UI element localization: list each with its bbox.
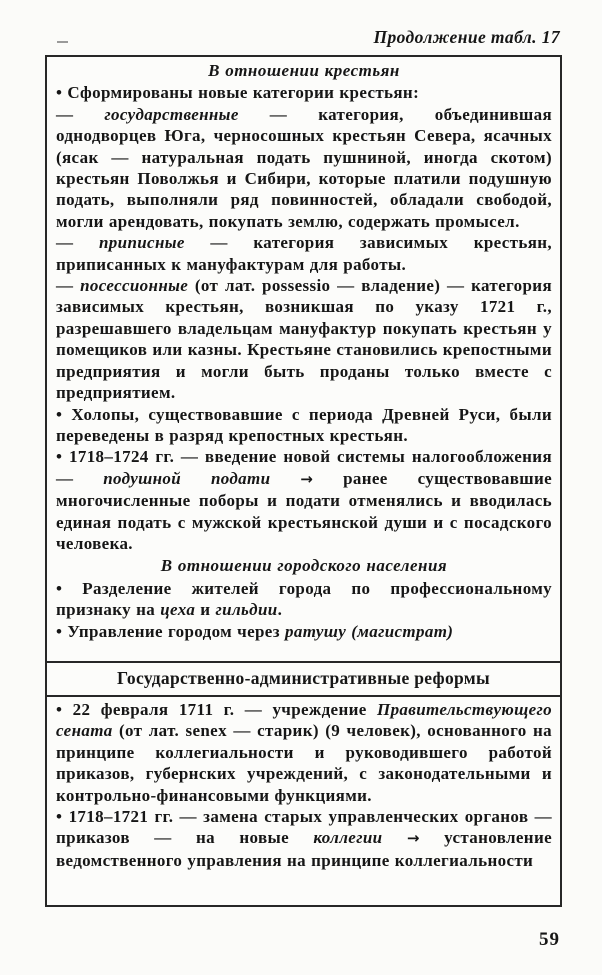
section-heading bbox=[56, 554, 552, 577]
paragraph bbox=[56, 404, 552, 447]
section-heading bbox=[56, 59, 552, 82]
text-segment: (от лат. possessio — владение) — категория зависимых крестьян, возникшая по указу 1721 г., разрешавшего владельцам мануфактур покупать крестьян у помещиков или казны. Крестьяне становились крепостными предприятия и могли быть проданы только вместе с предприятием. bbox=[56, 276, 552, 403]
admin-reforms-section-cell bbox=[47, 697, 560, 905]
table-continuation-caption: Продолжение табл. 17 bbox=[373, 27, 560, 47]
text-segment: и bbox=[195, 600, 216, 620]
text-segment: • Холопы, существовавшие с периода Древней Руси, были переведены в разряд крепостных крестьян. bbox=[56, 404, 552, 445]
paragraph bbox=[56, 82, 552, 103]
text-segment: — bbox=[56, 233, 99, 253]
text-segment: (от лат. senex — старик) (9 человек), основанного на принципе коллегиальности и руководившего работой приказов, губернских учреждений, с законодательными и контрольно-финансовыми функциями. bbox=[56, 721, 552, 805]
text-segment: — категория зависимых крестьян, приписанных к мануфактурам для работы. bbox=[56, 233, 552, 274]
text-segment: • 1718–1724 гг. — введение новой системы налогообложения — bbox=[56, 447, 552, 488]
text-segment bbox=[270, 469, 300, 488]
paragraph bbox=[56, 621, 552, 642]
peasants-section-cell bbox=[47, 57, 560, 661]
text-segment: • Сформированы новые категории крестьян: bbox=[56, 83, 420, 103]
text-segment: коллегии bbox=[313, 828, 383, 848]
text-segment: Правительствующего сената bbox=[56, 700, 552, 741]
text-segment: установление ведомственного управления на принципе коллегиальности bbox=[56, 828, 552, 870]
text-segment: приписные bbox=[98, 233, 185, 253]
scan-artifact-mark bbox=[57, 41, 68, 43]
text-segment: • Управление городом через bbox=[56, 621, 285, 641]
admin-reforms-header-cell: Государственно-административные реформы bbox=[47, 661, 560, 697]
paragraph bbox=[56, 699, 552, 806]
text-segment: посессионные bbox=[80, 276, 189, 296]
text-segment: — категория, объединившая однодворцев Юга, черносошных крестьян Севера, ясачных (ясак — натуральная подать пушниной, иногда скотом) крестьян Поволжья и Сибири, которые платили подушную подать, выполняли ряд повинностей, обладали свободой, могли арендовать, покупать землю, содержать промысел. bbox=[56, 104, 552, 231]
reforms-table bbox=[45, 55, 562, 907]
paragraph bbox=[56, 578, 552, 621]
text-segment: ранее существовавшие многочисленные поборы и подати отменялись и вводилась единая подать с мужской крестьянской души и с посадского человека. bbox=[56, 468, 552, 553]
text-segment: . bbox=[277, 600, 283, 620]
text-segment: В отношении крестьян bbox=[208, 61, 400, 80]
paragraph bbox=[56, 806, 552, 871]
arrow-icon: → bbox=[406, 829, 420, 848]
text-segment: — bbox=[56, 104, 105, 124]
arrow-icon: → bbox=[300, 469, 314, 488]
text-segment: подушной подати bbox=[103, 468, 271, 488]
paragraph bbox=[56, 275, 552, 403]
text-segment: • 22 февраля 1711 г. — учреждение bbox=[56, 700, 377, 719]
paragraph bbox=[56, 104, 552, 232]
page-number: 59 bbox=[539, 929, 560, 950]
text-segment: • 1718–1721 гг. — замена старых управленческих органов — приказов — на новые bbox=[56, 807, 552, 848]
text-segment: — bbox=[56, 276, 81, 296]
text-segment: ратушу (магистрат) bbox=[285, 621, 454, 641]
text-segment: В отношении городского населения bbox=[160, 556, 448, 576]
paragraph bbox=[56, 446, 552, 554]
text-segment: гильдии bbox=[215, 600, 278, 620]
text-segment bbox=[382, 828, 406, 847]
text-segment: государственные bbox=[104, 104, 239, 124]
paragraph bbox=[56, 232, 552, 275]
text-segment: цеха bbox=[160, 600, 196, 620]
text-segment: • Разделение жителей города по профессиональному признаку на bbox=[56, 578, 552, 620]
